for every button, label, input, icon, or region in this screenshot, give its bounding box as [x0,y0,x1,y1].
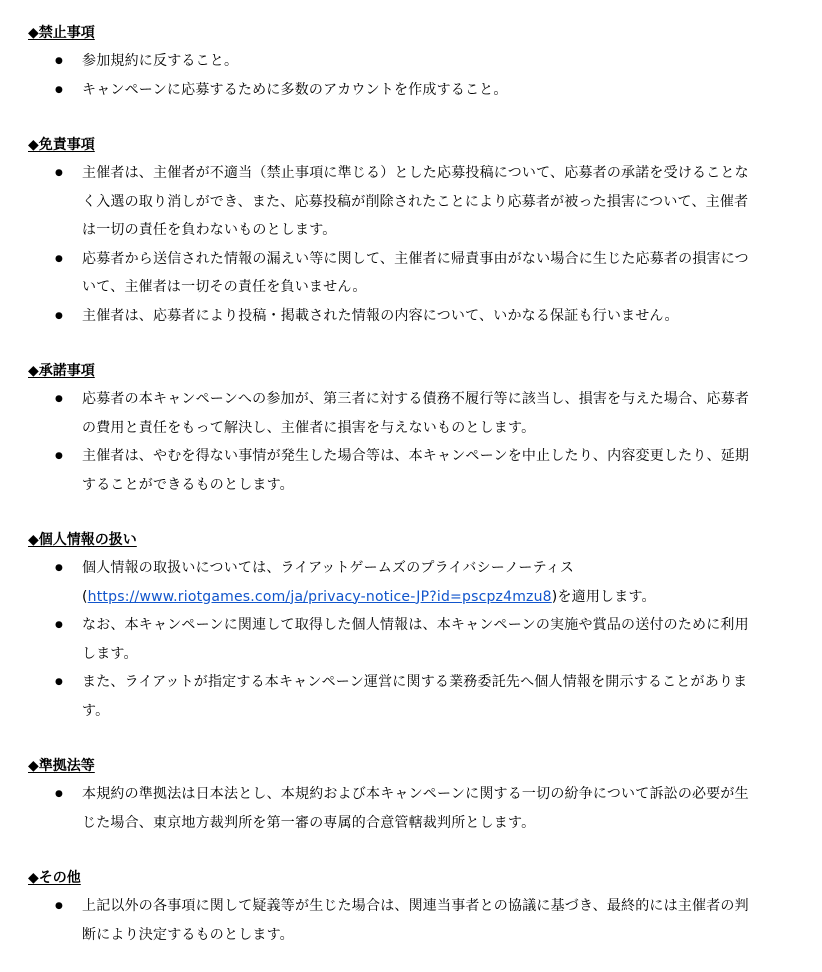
section-consent [28,357,794,499]
item-text: することができるものとします。 [82,476,294,493]
list-item [28,47,794,76]
item-text: 本規約の準拠法は日本法とし、本規約および本キャンペーンに関する一切の紛争について訴訟の必要が生 [82,786,749,802]
bullet-list [28,892,794,949]
bullet-icon: ● [54,84,64,95]
link-open-paren: ( [82,588,88,605]
section-other [28,864,794,949]
link-suffix: )を適用します。 [551,588,656,605]
bullet-list [28,780,794,837]
item-text: 主催者は、主催者が不適当（禁止事項に準じる）とした応募投稿について、応募者の承諾を受けることな [82,165,749,181]
bullet-icon: ● [54,563,64,573]
item-text: します。 [82,645,138,662]
list-item [28,442,794,499]
bullet-icon: ● [54,168,64,178]
privacy-notice-link[interactable]: https://www.riotgames.com/ja/privacy-notice-JP?id=pscpz4mzu8 [87,588,552,605]
list-item [28,76,794,105]
item-text: 参加規約に反すること。 [82,53,239,69]
item-text: の費用と責任をもって解決し、主催者に損害を与えないものとします。 [82,419,536,436]
item-text: く入選の取り消しができ、また、応募投稿が削除されたことにより応募者が被った損害について、主催者 [82,193,749,210]
section-disclaimer [28,131,794,330]
section-governing-law [28,752,794,837]
bullet-list [28,385,794,499]
list-item [28,611,794,668]
section-prohibited [28,19,794,104]
item-text: 応募者の本キャンペーンへの参加が、第三者に対する債務不履行等に該当し、損害を与えた場合、応募者 [82,391,750,407]
bullet-icon: ● [54,901,64,911]
list-item [28,302,794,331]
item-text: は一切の責任を負わないものとします。 [82,222,337,238]
item-text: また、ライアットが指定する本キャンペーン運営に関する業務委託先へ個人情報を開示することがありま [82,674,748,690]
section-heading: ◆禁止事項 [28,25,95,41]
bullet-icon: ● [54,677,64,687]
bullet-icon: ● [54,394,64,404]
item-text: なお、本キャンペーンに関連して取得した個人情報は、本キャンペーンの実施や賞品の送付のために利用 [82,617,749,633]
item-text: キャンペーンに応募するために多数のアカウントを作成すること。 [82,81,508,98]
section-heading: ◆免責事項 [28,137,95,153]
section-heading: ◆準拠法等 [28,758,95,774]
item-text: じた場合、東京地方裁判所を第一審の専属的合意管轄裁判所とします。 [82,814,536,831]
section-heading: ◆個人情報の扱い [28,532,137,548]
section-heading: ◆承諾事項 [28,363,95,379]
section-heading: ◆その他 [28,870,81,886]
item-text: 主催者は、応募者により投稿・掲載された情報の内容について、いかなる保証も行いません。 [82,307,679,324]
list-item [28,780,794,837]
section-personal-info [28,526,794,725]
list-item [28,668,794,725]
bullet-icon: ● [54,253,64,264]
bullet-icon: ● [54,620,64,630]
bullet-list [28,47,794,104]
bullet-list [28,159,794,330]
bullet-icon: ● [54,56,64,66]
item-text: 断により決定するものとします。 [82,926,294,943]
list-item [28,245,794,302]
item-text: 個人情報の取扱いについては、ライアットゲームズのプライバシーノーティス [82,560,575,576]
item-text: す。 [82,702,110,719]
item-text: 応募者から送信された情報の漏えい等に関して、主催者に帰責事由がない場合に生じた応募者の損害につ [82,250,749,267]
bullet-icon: ● [54,310,64,321]
list-item [28,892,794,949]
bullet-list [28,554,794,725]
item-text: いて、主催者は一切その責任を負いません。 [82,279,367,295]
list-item [28,385,794,442]
list-item [28,159,794,245]
list-item [28,554,794,611]
bullet-icon: ● [54,789,64,799]
item-text: 主催者は、やむを得ない事情が発生した場合等は、本キャンペーンを中止したり、内容変更したり、延期 [82,448,750,464]
item-text: 上記以外の各事項に関して疑義等が生じた場合は、関連当事者との協議に基づき、最終的には主催者の判 [82,898,749,914]
item-text-with-link [82,583,794,612]
bullet-icon: ● [54,451,64,461]
